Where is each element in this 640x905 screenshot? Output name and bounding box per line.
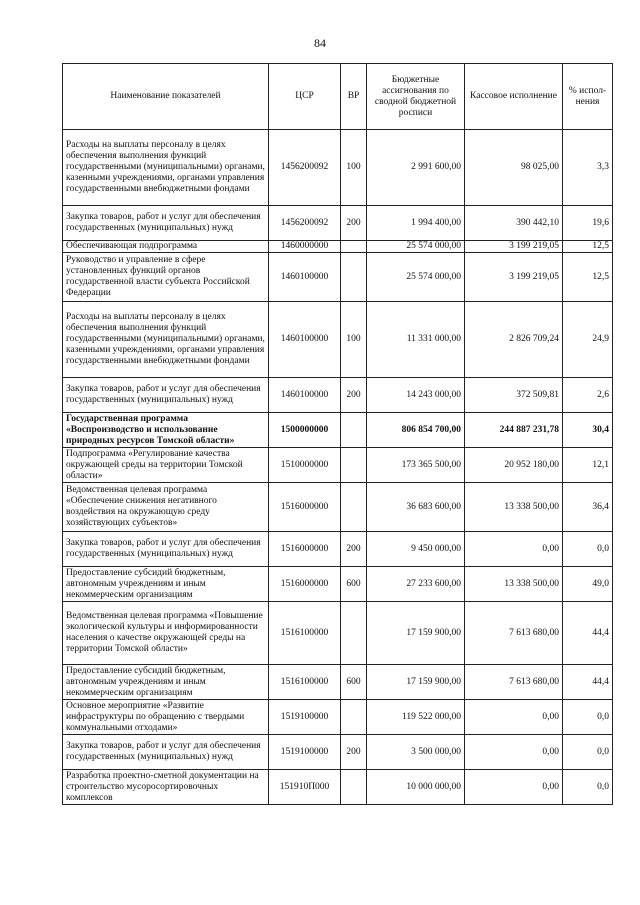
cell-percent: 44,4 [563,665,613,700]
cell-assignments: 806 854 700,00 [367,413,465,448]
cell-percent: 36,4 [563,483,613,532]
cell-csr: 1460100000 [269,378,341,413]
cell-assignments: 11 331 000,00 [367,302,465,378]
cell-assignments: 119 522 000,00 [367,700,465,735]
cell-assignments: 10 000 000,00 [367,770,465,805]
cell-name: Закупка товаров, работ и услуг для обеспечения государственных (муниципальных) нужд [63,532,269,567]
table-header-row [63,64,613,130]
cell-assignments: 17 159 900,00 [367,602,465,665]
cell-csr: 1456200092 [269,206,341,241]
table-row [63,448,613,483]
cell-percent: 0,0 [563,770,613,805]
cell-percent: 0,0 [563,735,613,770]
cell-name: Предоставление субсидий бюджетным, автономным учреждениям и иным некоммерческим организациям [63,567,269,602]
cell-name: Закупка товаров, работ и услуг для обеспечения государственных (муниципальных) нужд [63,206,269,241]
cell-percent: 12,5 [563,241,613,253]
cell-percent: 49,0 [563,567,613,602]
cell-cash-execution: 13 338 500,00 [465,567,563,602]
cell-percent: 12,5 [563,253,613,302]
cell-cash-execution: 0,00 [465,700,563,735]
cell-vr [341,602,367,665]
cell-csr: 1510000000 [269,448,341,483]
cell-vr: 600 [341,665,367,700]
cell-name: Закупка товаров, работ и услуг для обеспечения государственных (муниципальных) нужд [63,378,269,413]
cell-assignments: 25 574 000,00 [367,241,465,253]
cell-csr: 1516100000 [269,602,341,665]
cell-vr [341,253,367,302]
cell-assignments: 9 450 000,00 [367,532,465,567]
table-row [63,413,613,448]
cell-csr: 1516000000 [269,532,341,567]
header-csr: ЦСР [269,64,341,130]
cell-vr: 200 [341,206,367,241]
cell-assignments: 14 243 000,00 [367,378,465,413]
cell-percent: 44,4 [563,602,613,665]
cell-cash-execution: 98 025,00 [465,130,563,206]
cell-cash-execution: 3 199 219,05 [465,253,563,302]
page-number: 84 [314,36,326,50]
cell-cash-execution: 7 613 680,00 [465,665,563,700]
table-row [63,206,613,241]
cell-assignments: 17 159 900,00 [367,665,465,700]
cell-assignments: 25 574 000,00 [367,253,465,302]
cell-vr: 100 [341,302,367,378]
cell-assignments: 27 233 600,00 [367,567,465,602]
cell-name: Основное мероприятие «Развитие инфраструктуры по обращению с твердыми коммунальными отходами» [63,700,269,735]
cell-cash-execution: 3 199 219,05 [465,241,563,253]
cell-cash-execution: 244 887 231,78 [465,413,563,448]
cell-vr: 200 [341,378,367,413]
cell-cash-execution: 0,00 [465,532,563,567]
table-row [63,700,613,735]
cell-assignments: 1 994 400,00 [367,206,465,241]
cell-cash-execution: 0,00 [465,770,563,805]
cell-name: Ведомственная целевая программа «Повышение экологической культуры и информированности населения о качестве окружающей среды на территории Томской области» [63,602,269,665]
cell-vr: 200 [341,735,367,770]
cell-csr: 1516100000 [269,665,341,700]
cell-vr [341,700,367,735]
cell-assignments: 36 683 600,00 [367,483,465,532]
cell-assignments: 3 500 000,00 [367,735,465,770]
header-cash-execution: Кассовое исполнение [465,64,563,130]
cell-name: Предоставление субсидий бюджетным, автономным учреждениям и иным некоммерческим организациям [63,665,269,700]
cell-name: Ведомственная целевая программа «Обеспечение снижения негативного воздействия на окружающую среду хозяйствующих субъектов» [63,483,269,532]
header-percent: % испол-нения [563,64,613,130]
cell-vr: 100 [341,130,367,206]
table-row [63,602,613,665]
table-row [63,735,613,770]
cell-csr: 1516000000 [269,567,341,602]
cell-name: Расходы на выплаты персоналу в целях обеспечения выполнения функций государственными (муниципальными) органами, казенными учреждениями, органами управления государственными внебюджетными фондами [63,130,269,206]
cell-csr: 1456200092 [269,130,341,206]
cell-cash-execution: 390 442,10 [465,206,563,241]
cell-name: Руководство и управление в сфере установленных функций органов государственной власти субъекта Российской Федерации [63,253,269,302]
cell-name: Государственная программа «Воспроизводство и использование природных ресурсов Томской области» [63,413,269,448]
cell-csr: 1516000000 [269,483,341,532]
cell-csr: 1460100000 [269,302,341,378]
table-row [63,567,613,602]
cell-percent: 12,1 [563,448,613,483]
cell-name: Закупка товаров, работ и услуг для обеспечения государственных (муниципальных) нужд [63,735,269,770]
cell-vr: 600 [341,567,367,602]
table-row [63,532,613,567]
table-row [63,302,613,378]
cell-name: Расходы на выплаты персоналу в целях обеспечения выполнения функций государственными (муниципальными) органами, казенными учреждениями, органами управления государственными внебюджетными фондами [63,302,269,378]
cell-vr [341,241,367,253]
cell-name: Подпрограмма «Регулирование качества окружающей среды на территории Томской области» [63,448,269,483]
cell-csr: 151910П000 [269,770,341,805]
table-row [63,241,613,253]
cell-percent: 0,0 [563,532,613,567]
table-row [63,253,613,302]
cell-name: Обеспечивающая подпрограмма [63,241,269,253]
cell-csr: 1460100000 [269,253,341,302]
cell-assignments: 2 991 600,00 [367,130,465,206]
cell-vr [341,448,367,483]
header-name: Наименование показателей [63,64,269,130]
cell-cash-execution: 372 509,81 [465,378,563,413]
cell-cash-execution: 20 952 180,00 [465,448,563,483]
cell-percent: 24,9 [563,302,613,378]
cell-name: Разработка проектно-сметной документации на строительство мусоросортировочных комплексов [63,770,269,805]
cell-cash-execution: 7 613 680,00 [465,602,563,665]
cell-csr: 1500000000 [269,413,341,448]
header-assignments: Бюджетные ассигнования по сводной бюджетной росписи [367,64,465,130]
cell-csr: 1519100000 [269,700,341,735]
budget-execution-table [62,63,613,805]
table-row [63,770,613,805]
cell-csr: 1460000000 [269,241,341,253]
cell-vr [341,483,367,532]
cell-vr: 200 [341,532,367,567]
cell-cash-execution: 2 826 709,24 [465,302,563,378]
cell-percent: 3,3 [563,130,613,206]
table-row [63,483,613,532]
cell-percent: 30,4 [563,413,613,448]
cell-percent: 19,6 [563,206,613,241]
cell-cash-execution: 0,00 [465,735,563,770]
cell-csr: 1519100000 [269,735,341,770]
table-row [63,378,613,413]
header-vr: ВР [341,64,367,130]
table-row [63,665,613,700]
cell-cash-execution: 13 338 500,00 [465,483,563,532]
cell-percent: 2,6 [563,378,613,413]
cell-percent: 0,0 [563,700,613,735]
cell-assignments: 173 365 500,00 [367,448,465,483]
table-row [63,130,613,206]
cell-vr [341,770,367,805]
cell-vr [341,413,367,448]
